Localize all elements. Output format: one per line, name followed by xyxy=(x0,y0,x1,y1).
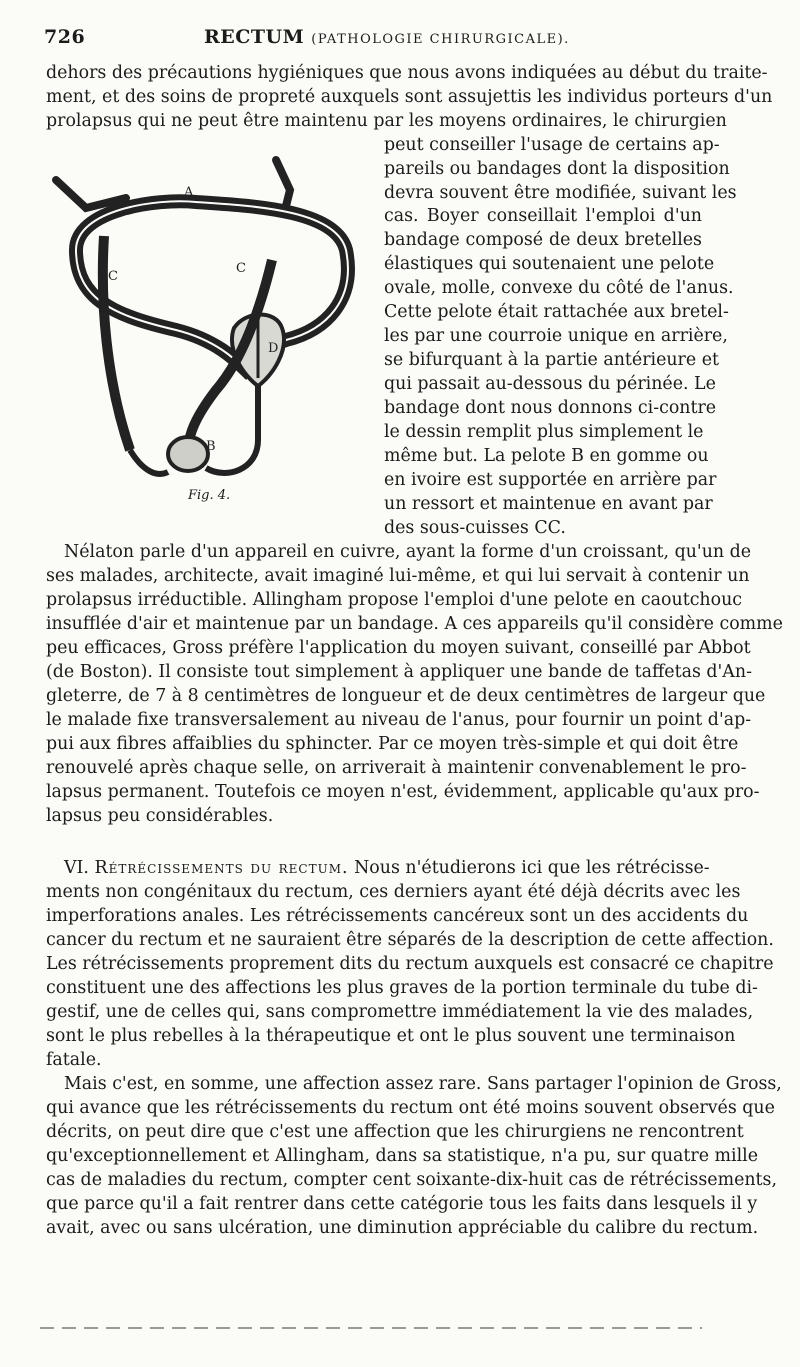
section-first-line: Nous n'étudierons ici que les rétrécisse- xyxy=(354,858,710,878)
text-line: ment, et des soins de propreté auxquels sont assujettis les individus porteurs d'un xyxy=(46,87,773,107)
text-line: gleterre, de 7 à 8 centimètres de longueur et de deux centimètres de largeur que xyxy=(46,686,766,706)
section-heading-line xyxy=(64,857,710,880)
text-line: bandage composé de deux bretelles xyxy=(384,230,702,250)
text-line: décrits, on peut dire que c'est une affection que les chirurgiens ne rencontrent xyxy=(46,1122,744,1142)
bandage-illustration xyxy=(46,150,376,530)
text-line: Les rétrécissements proprement dits du rectum auxquels est consacré ce chapitre xyxy=(46,954,774,974)
text-line: en ivoire est supportée en arrière par xyxy=(384,470,717,490)
text-line: (de Boston). Il consiste tout simplement à appliquer une bande de taffetas d'An- xyxy=(46,662,752,682)
text-line: lapsus peu considérables. xyxy=(46,806,274,826)
text-line: ments non congénitaux du rectum, ces derniers ayant été déjà décrits avec les xyxy=(46,882,741,902)
running-title-main: RECTUM xyxy=(204,26,305,48)
text-line: des sous-cuisses CC. xyxy=(384,518,566,538)
running-header xyxy=(44,24,704,52)
text-line: Cette pelote était rattachée aux bretel- xyxy=(384,302,729,322)
figure-label-b: B xyxy=(206,439,216,454)
text-line: pui aux fibres affaiblies du sphincter. Par ce moyen très-simple et qui doit être xyxy=(46,734,739,754)
running-title xyxy=(204,26,570,48)
text-line: le dessin remplit plus simplement le xyxy=(384,422,704,442)
text-line: constituent une des affections les plus graves de la portion terminale du tube di- xyxy=(46,978,758,998)
text-line: devra souvent être modifiée, suivant les xyxy=(384,183,737,203)
text-line: peu efficaces, Gross préfère l'application du moyen suivant, conseillé par Abbot xyxy=(46,638,751,658)
text-line: un ressort et maintenue en avant par xyxy=(384,494,713,514)
text-line: Nélaton parle d'un appareil en cuivre, ayant la forme d'un croissant, qu'un de xyxy=(64,542,752,562)
text-line: prolapsus qui ne peut être maintenu par les moyens ordinaires, le chirurgien xyxy=(46,111,727,131)
text-line: qui avance que les rétrécissements du rectum ont été moins souvent observés que xyxy=(46,1098,775,1118)
figure-caption: Fig. 4. xyxy=(188,488,231,503)
figure-label-c-left: C xyxy=(108,269,118,284)
text-line: qu'exceptionnellement et Allingham, dans sa statistique, n'a pu, sur quatre mille xyxy=(46,1146,758,1166)
text-line: imperforations anales. Les rétrécissements cancéreux sont un des accidents du xyxy=(46,906,749,926)
text-line: avait, avec ou sans ulcération, une diminution appréciable du calibre du rectum. xyxy=(46,1218,759,1238)
text-line: les par une courroie unique en arrière, xyxy=(384,326,728,346)
text-line: élastiques qui soutenaient une pelote xyxy=(384,254,715,274)
text-line: prolapsus irréductible. Allingham propose l'emploi d'une pelote en caoutchouc xyxy=(46,590,743,610)
text-line: même but. La pelote B en gomme ou xyxy=(384,446,709,466)
text-line: renouvelé après chaque selle, on arriverait à maintenir convenablement le pro- xyxy=(46,758,747,778)
section-title: Rétrécissements du rectum. xyxy=(94,858,349,878)
text-line: dehors des précautions hygiéniques que nous avons indiquées au début du traite- xyxy=(46,63,768,83)
text-line: lapsus permanent. Toutefois ce moyen n'est, évidemment, applicable qu'aux pro- xyxy=(46,782,760,802)
text-line: cas de maladies du rectum, compter cent soixante-dix-huit cas de rétrécissements, xyxy=(46,1170,778,1190)
section-number: VI. xyxy=(64,858,89,878)
text-line: Mais c'est, en somme, une affection assez rare. Sans partager l'opinion de Gross, xyxy=(64,1074,782,1094)
bandage-figure xyxy=(46,150,376,530)
text-line: cas. Boyer conseillait l'emploi d'un xyxy=(384,206,702,226)
text-line: que parce qu'il a fait rentrer dans cette catégorie tous les faits dans lesquels il y xyxy=(46,1194,758,1214)
text-line: cancer du rectum et ne sauraient être séparés de la description de cette affection. xyxy=(46,930,774,950)
text-line: qui passait au-dessous du périnée. Le xyxy=(384,374,716,394)
footer-rule xyxy=(40,1327,702,1329)
text-line: bandage dont nous donnons ci-contre xyxy=(384,398,717,418)
text-line: le malade fixe transversalement au niveau de l'anus, pour fournir un point d'ap- xyxy=(46,710,752,730)
text-line: gestif, une de celles qui, sans compromettre immédiatement la vie des malades, xyxy=(46,1002,754,1022)
text-line: se bifurquant à la partie antérieure et xyxy=(384,350,719,370)
running-subtitle: (PATHOLOGIE CHIRURGICALE). xyxy=(311,32,570,47)
figure-label-c-right: C xyxy=(236,261,246,276)
text-line: fatale. xyxy=(46,1050,102,1070)
text-line: insufflée d'air et maintenue par un bandage. A ces appareils qu'il considère comme xyxy=(46,614,783,634)
page-number: 726 xyxy=(44,26,86,48)
text-line: sont le plus rebelles à la thérapeutique et ont le plus souvent une terminaison xyxy=(46,1026,736,1046)
figure-label-a: A xyxy=(184,185,194,200)
text-line: peut conseiller l'usage de certains ap- xyxy=(384,135,720,155)
figure-label-d: D xyxy=(268,341,279,356)
text-line: ovale, molle, convexe du côté de l'anus. xyxy=(384,278,734,298)
text-line: pareils ou bandages dont la disposition xyxy=(384,159,730,179)
text-line: ses malades, architecte, avait imaginé lui-même, et qui lui servait à contenir un xyxy=(46,566,750,586)
